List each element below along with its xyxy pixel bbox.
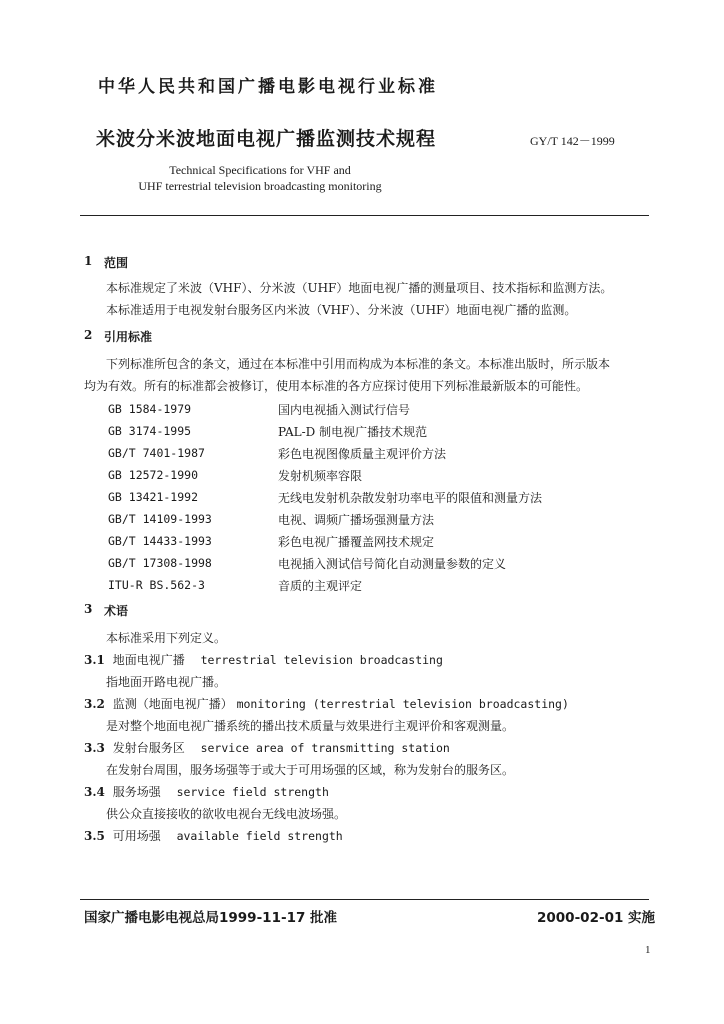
definition-text: 指地面开路电视广播。 [106,675,227,689]
reference-title: 彩色电视图像质量主观评价方法 [278,447,447,461]
section-2-title: 引用标准 [104,330,153,344]
definition-text: 是对整个地面电视广播系统的播出技术质量与效果进行主观评价和客观测量。 [106,719,515,733]
reference-code: GB/T 7401-1987 [108,446,205,460]
definition-number: 3.3 [84,741,105,755]
definition-3-2 [84,695,569,712]
definition-term-cn: 可用场强 [112,829,161,843]
reference-code: ITU-R BS.562-3 [108,578,205,592]
page-number: 1 [645,944,651,956]
reference-title: 无线电发射机杂散发射功率电平的限值和测量方法 [278,491,543,505]
approval-line: 国家广播电影电视总局1999-11-17 批准 [84,910,338,926]
definition-text: 供公众直接接收的欲收电视台无线电波场强。 [106,807,347,821]
section-1-title: 范围 [104,256,129,270]
definition-term-en: monitoring (terrestrial television broadcasting) [236,697,569,711]
reference-code: GB 1584-1979 [108,402,192,416]
reference-title: 彩色电视广播覆盖网技术规定 [278,535,435,549]
section-2-paragraph-line-2: 均为有效。所有的标准都会被修订，使用本标准的各方应探讨使用下列标准最新版本的可能性。 [84,379,589,393]
reference-code: GB 3174-1995 [108,424,192,438]
reference-title: 音质的主观评定 [278,579,363,593]
definition-number: 3.2 [84,697,105,711]
section-1-number: 1 [84,254,93,268]
definition-number: 3.1 [84,653,105,667]
english-title-line-2: UHF terrestrial television broadcasting monitoring [138,179,382,193]
effective-date: 2000-02-01 实施 [537,910,656,926]
reference-code: GB 13421-1992 [108,490,199,504]
definition-term-en: available field strength [176,829,343,843]
definition-text: 在发射台周围，服务场强等于或大于可用场强的区域，称为发射台的服务区。 [106,763,515,777]
section-1-paragraph-2: 本标准适用于电视发射台服务区内米波（VHF）、分米波（UHF）地面电视广播的监测。 [106,303,577,317]
definition-term-cn: 监测（地面电视广播） [112,697,233,711]
reference-title: 电视、调频广播场强测量方法 [278,513,435,527]
definition-term-cn: 服务场强 [112,785,161,799]
definition-term-cn: 地面电视广播 [112,653,185,667]
standard-code: GY/T 142－1999 [530,134,615,148]
reference-code: GB/T 17308-1998 [108,556,212,570]
issuing-organization: 中华人民共和国广播电影电视行业标准 [98,77,438,97]
definition-3-3 [84,739,450,756]
section-3-number: 3 [84,602,93,616]
section-2-paragraph-line-1: 下列标准所包含的条文，通过在本标准中引用而构成为本标准的条文。本标准出版时，所示版本 [106,357,611,371]
reference-title: 国内电视插入测试行信号 [278,403,411,417]
definition-3-4 [84,783,329,800]
section-2-number: 2 [84,328,93,342]
section-3-title: 术语 [104,604,129,618]
reference-code: GB 12572-1990 [108,468,199,482]
footer-divider [80,899,649,900]
definition-term-en: service area of transmitting station [200,741,450,755]
section-1-paragraph-1: 本标准规定了米波（VHF）、分米波（UHF）地面电视广播的测量项目、技术指标和监测方法。 [106,281,613,295]
definition-number: 3.4 [84,785,105,799]
reference-title: 发射机频率容限 [278,469,363,483]
definition-3-1 [84,651,443,668]
reference-title: PAL-D 制电视广播技术规范 [278,425,428,439]
section-3-intro: 本标准采用下列定义。 [106,631,227,645]
definition-number: 3.5 [84,829,105,843]
reference-code: GB/T 14109-1993 [108,512,212,526]
definition-term-en: service field strength [176,785,329,799]
english-title-line-1: Technical Specifications for VHF and [169,163,351,177]
definition-term-en: terrestrial television broadcasting [200,653,443,667]
reference-code: GB/T 14433-1993 [108,534,212,548]
header-divider [80,215,649,216]
reference-title: 电视插入测试信号简化自动测量参数的定义 [278,557,507,571]
definition-term-cn: 发射台服务区 [112,741,185,755]
document-title: 米波分米波地面电视广播监测技术规程 [96,128,437,150]
definition-3-5 [84,827,343,844]
